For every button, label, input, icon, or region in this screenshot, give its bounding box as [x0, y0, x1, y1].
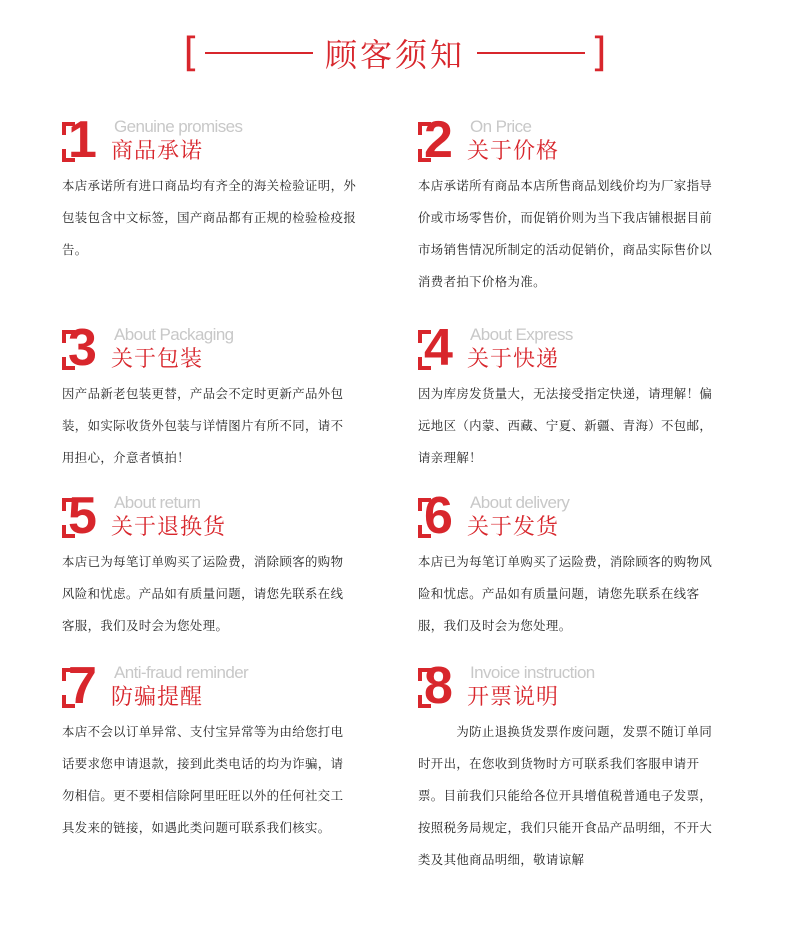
section-english-title: About Express [470, 325, 573, 344]
section-chinese-title: 关于价格 [467, 139, 560, 164]
section-number-badge [62, 111, 104, 169]
section-chinese-title: 关于发货 [467, 515, 560, 540]
section-english-title: On Price [470, 117, 532, 136]
section-invoice-instruction [418, 657, 724, 876]
section-body: 为防止退换货发票作废问题，发票不随订单同时开出，在您收到货物时方可联系我们客服申请开票。目前我们只能给各位开具增值税普通电子发票，按照税务局规定，我们只能开食品产品明细，不开大类及其他商品明细，敬请谅解 [418, 724, 713, 867]
section-number-badge [418, 487, 460, 545]
section-english-title: About delivery [470, 493, 570, 512]
title-right-rule [477, 52, 585, 54]
section-english-title: About return [114, 493, 201, 512]
section-english-title: Genuine promises [114, 117, 243, 136]
section-heading [418, 319, 724, 378]
section-about-packaging [62, 319, 352, 474]
title-text: 顾客须知 [324, 36, 465, 74]
section-heading [62, 319, 352, 378]
section-chinese-title: 开票说明 [467, 685, 560, 710]
section-number-badge [62, 487, 104, 545]
section-number-badge [418, 111, 460, 169]
section-body: 因产品新老包装更替，产品会不定时更新产品外包装，如实际收货外包装与详情图片有所不同，请不用担心，介意者慎拍！ [62, 386, 344, 465]
section-on-price [418, 111, 724, 298]
section-number: 7 [68, 657, 97, 715]
section-heading [418, 657, 724, 716]
section-chinese-title: 关于包装 [111, 347, 204, 372]
section-body: 因为库房发货量大，无法接受指定快递，请理解！偏远地区（内蒙、西藏、宁夏、新疆、青海）不包邮，请亲理解！ [418, 386, 713, 465]
title-right-bracket: ] [591, 30, 607, 76]
section-number-badge [62, 319, 104, 377]
section-english-title: Invoice instruction [470, 663, 595, 682]
section-body: 本店已为每笔订单购买了运险费，消除顾客的购物风险和忧虑。产品如有质量问题，请您先联系在线客服，我们及时会为您处理。 [418, 554, 713, 633]
section-chinese-title: 关于快递 [467, 347, 560, 372]
section-body: 本店承诺所有进口商品均有齐全的海关检验证明，外包装包含中文标签，国产商品都有正规的检验检疫报告。 [62, 178, 357, 257]
title-left-rule [205, 52, 313, 54]
section-number: 6 [424, 487, 453, 545]
section-chinese-title: 防骗提醒 [111, 685, 204, 710]
section-genuine-promises [62, 111, 362, 266]
section-about-return [62, 487, 352, 642]
section-number: 4 [424, 319, 453, 377]
section-number-badge [62, 657, 104, 715]
section-number: 1 [68, 111, 97, 169]
section-body: 本店承诺所有商品本店所售商品划线价均为厂家指导价或市场零售价，而促销价则为当下我店铺根据目前市场销售情况所制定的活动促销价，商品实际售价以消费者拍下价格为准。 [418, 178, 713, 289]
section-heading [62, 487, 352, 546]
section-heading [418, 487, 722, 546]
section-heading [62, 111, 362, 170]
section-body: 本店已为每笔订单购买了运险费，消除顾客的购物风险和忧虑。产品如有质量问题，请您先联系在线客服，我们及时会为您处理。 [62, 554, 344, 633]
section-about-express [418, 319, 724, 474]
section-chinese-title: 关于退换货 [111, 515, 227, 540]
section-chinese-title: 商品承诺 [111, 139, 204, 164]
section-body: 本店不会以订单异常、支付宝异常等为由给您打电话要求您申请退款，接到此类电话的均为诈骗，请勿相信。更不要相信除阿里旺旺以外的任何社交工具发来的链接，如遇此类问题可联系我们核实。 [62, 724, 344, 835]
section-number: 5 [68, 487, 97, 545]
section-number-badge [418, 657, 460, 715]
page-title [0, 28, 790, 78]
section-number-badge [418, 319, 460, 377]
section-english-title: About Packaging [114, 325, 234, 344]
section-number: 8 [424, 657, 453, 715]
title-left-bracket: [ [183, 30, 199, 76]
section-number: 2 [424, 111, 453, 169]
section-english-title: Anti-fraud reminder [114, 663, 249, 682]
section-anti-fraud-reminder [62, 657, 354, 844]
section-heading [418, 111, 724, 170]
section-number: 3 [68, 319, 97, 377]
section-about-delivery [418, 487, 722, 642]
section-heading [62, 657, 354, 716]
